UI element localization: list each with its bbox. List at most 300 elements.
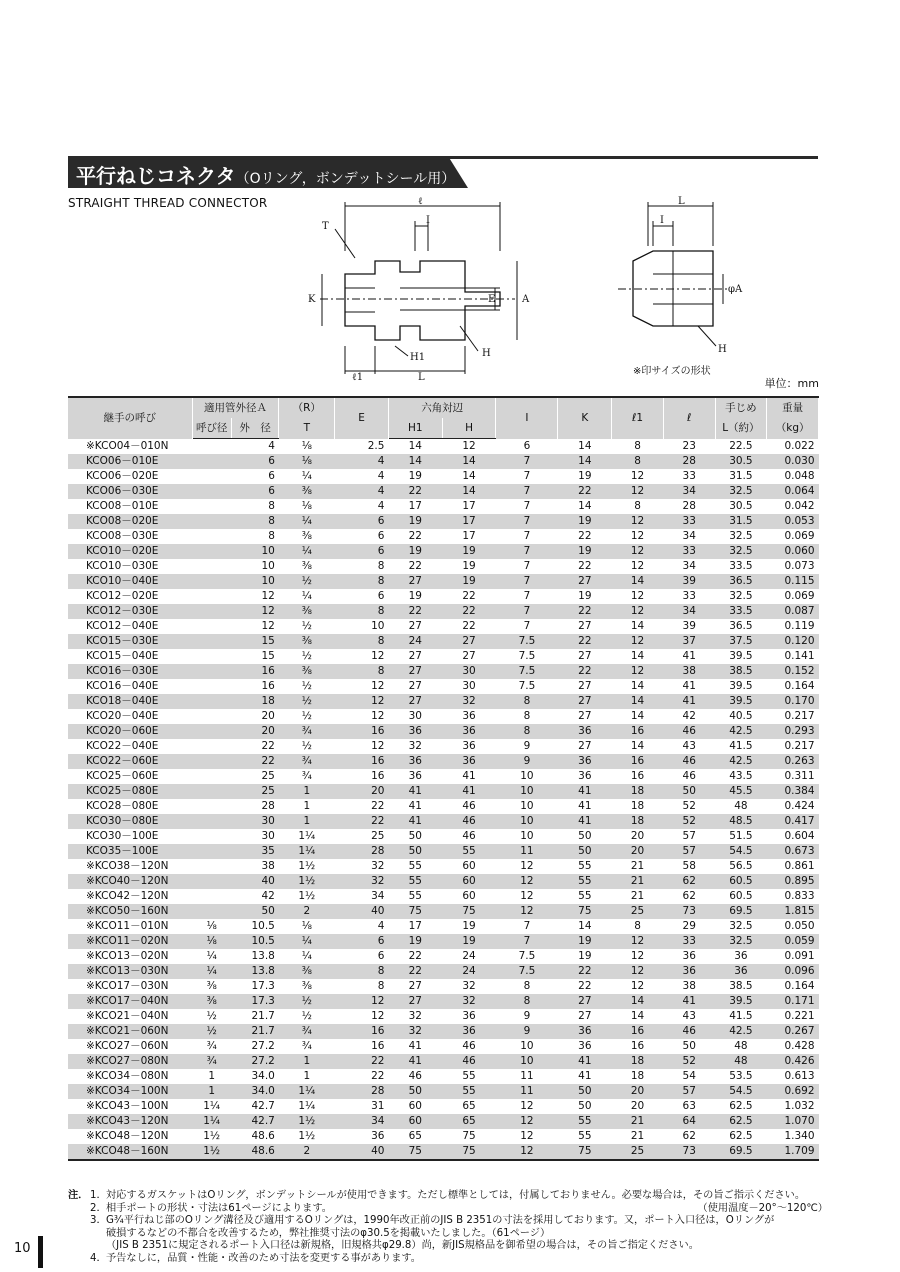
table-cell: 14 <box>578 500 592 512</box>
table-cell: 1 <box>303 800 311 812</box>
table-cell: 38.5 <box>729 980 753 992</box>
table-cell: 0.692 <box>767 1084 819 1099</box>
table-cell: 69.5 <box>715 1144 767 1160</box>
table-cell: ⅜ <box>279 604 335 619</box>
table-cell: 55 <box>558 874 612 889</box>
table-cell: 12 <box>496 1144 558 1160</box>
table-row <box>68 1099 819 1114</box>
table-row <box>68 814 819 829</box>
table-cell: 32.5 <box>715 934 767 949</box>
table-cell: 65 <box>408 1130 422 1142</box>
table-cell: 16 <box>335 754 389 769</box>
table-cell: ⅜ <box>279 634 335 649</box>
table-cell: 19 <box>578 590 592 602</box>
table-cell: 27 <box>388 694 442 709</box>
table-cell: 22 <box>261 740 275 752</box>
table-cell: 55 <box>578 860 592 872</box>
table-cell: 27 <box>558 994 612 1009</box>
table-cell: 32.5 <box>729 920 753 932</box>
table-cell: ¾ <box>301 1040 312 1052</box>
table-cell: 58 <box>682 860 696 872</box>
table-cell: 0.426 <box>767 1054 819 1069</box>
table-cell: 16 <box>612 1024 664 1039</box>
table-cell: 31 <box>371 1100 385 1112</box>
table-cell: 57 <box>663 844 715 859</box>
table-cell: 0.042 <box>784 500 815 512</box>
table-cell: 30 <box>231 814 279 829</box>
table-row <box>68 499 819 514</box>
table-cell: 7 <box>523 590 531 602</box>
table-cell: ¼ <box>279 934 335 949</box>
table-cell: 7 <box>523 530 531 542</box>
table-cell: 21 <box>612 1114 664 1129</box>
table-cell <box>192 859 231 874</box>
table-cell: 46 <box>682 770 696 782</box>
table-cell: ½ <box>301 680 312 692</box>
table-cell: 22 <box>558 664 612 679</box>
header-RT <box>279 397 335 439</box>
table-cell: 22 <box>462 620 476 632</box>
table-cell: 7.5 <box>518 650 536 662</box>
table-cell: 22 <box>558 484 612 499</box>
table-cell: 14 <box>578 439 592 452</box>
table-cell: 33 <box>682 470 696 482</box>
table-cell: 0.170 <box>767 694 819 709</box>
table-cell: 36 <box>462 740 476 752</box>
table-cell: KCO10－030E <box>86 560 159 572</box>
table-row <box>68 679 819 694</box>
table-cell: KCO30－080E <box>68 814 192 829</box>
table-row <box>68 544 819 559</box>
note-text: 対応するガスケットはOリング，ボンデットシールが使用できます。ただし標準としては，付属しておりません。必要な場合は，その旨ご指示ください。 <box>106 1190 806 1201</box>
table-cell: 50 <box>682 1040 696 1052</box>
table-cell: 22 <box>388 484 442 499</box>
table-cell: ※KCO11－010N <box>86 920 169 932</box>
table-cell: 36 <box>408 770 422 782</box>
table-cell: 33 <box>663 514 715 529</box>
note-item <box>68 1240 828 1253</box>
table-row <box>68 994 819 1009</box>
table-cell: KCO16－030E <box>68 664 192 679</box>
note-text: G¾平行ねじ部のOリング溝径及び適用するOリングは，1990年改正前のJIS B 2351の寸法を採用しております。又，ポート入口径は，Oリングが <box>106 1215 775 1227</box>
table-cell <box>192 769 231 784</box>
table-cell: 36 <box>578 770 592 782</box>
table-cell: ½ <box>279 574 335 589</box>
table-cell: 32 <box>408 740 422 752</box>
table-cell: 46 <box>462 800 476 812</box>
table-cell: 12 <box>612 934 664 949</box>
table-cell: 41 <box>558 784 612 799</box>
table-cell: 16 <box>630 1040 645 1052</box>
table-cell: KCO22－060E <box>68 754 192 769</box>
table-cell: ⅛ <box>279 454 335 469</box>
table-cell: 22 <box>408 950 422 962</box>
table-cell: ⅜ <box>206 980 217 992</box>
table-cell: 69.5 <box>715 904 767 919</box>
table-cell: 75 <box>558 1144 612 1160</box>
table-cell: 27 <box>578 620 592 632</box>
table-cell: 0.152 <box>767 664 819 679</box>
table-row <box>68 454 819 469</box>
label-l: ℓ <box>418 196 423 207</box>
table-cell: 12 <box>612 664 664 679</box>
table-cell: 27 <box>408 980 422 992</box>
table-cell: 1¼ <box>279 844 335 859</box>
table-cell: 33.5 <box>729 560 753 572</box>
label-I: I <box>426 215 430 226</box>
table-cell: 8 <box>231 514 279 529</box>
table-row <box>68 1129 819 1144</box>
unit-label: 単位：mm <box>764 377 819 390</box>
table-cell: 18 <box>612 1054 664 1069</box>
table-cell <box>192 679 231 694</box>
table-cell: 19 <box>558 934 612 949</box>
table-cell: 8 <box>335 574 389 589</box>
table-cell: KCO16－040E <box>86 680 159 692</box>
table-cell: 41 <box>663 994 715 1009</box>
table-cell: 32 <box>442 694 496 709</box>
table-cell: 40.5 <box>729 710 753 722</box>
table-cell: ¾ <box>192 1054 231 1069</box>
table-cell: 14 <box>558 454 612 469</box>
table-cell <box>192 514 231 529</box>
table-row <box>68 889 819 904</box>
table-cell: 0.091 <box>784 950 815 962</box>
table-cell: 55 <box>578 1130 592 1142</box>
table-cell: 41 <box>682 680 696 692</box>
table-cell: 0.115 <box>767 574 819 589</box>
table-cell: 8 <box>377 980 385 992</box>
table-cell: 14 <box>612 994 664 1009</box>
table-cell <box>192 559 231 574</box>
table-cell: 12 <box>612 484 664 499</box>
table-cell: KCO22－040E <box>86 740 159 752</box>
table-cell: 0.293 <box>767 724 819 739</box>
table-cell: 6 <box>268 470 275 482</box>
table-cell: 60 <box>408 1100 422 1112</box>
table-cell: 8 <box>377 560 385 572</box>
table-cell: 75 <box>462 1130 476 1142</box>
table-cell: 22 <box>578 980 592 992</box>
table-cell: 53.5 <box>729 1070 753 1082</box>
note-item <box>68 1228 828 1241</box>
table-cell: 22 <box>558 964 612 979</box>
table-cell: 46 <box>442 814 496 829</box>
table-cell: ¼ <box>301 470 312 482</box>
table-cell: 45.5 <box>715 784 767 799</box>
table-cell: 33 <box>663 544 715 559</box>
table-cell: 0.050 <box>784 920 815 932</box>
table-cell: 36 <box>558 724 612 739</box>
table-cell: 7.5 <box>518 950 536 962</box>
table-cell: 57 <box>663 1084 715 1099</box>
english-title: STRAIGHT THREAD CONNECTOR <box>68 196 268 210</box>
table-cell: 16 <box>371 1040 385 1052</box>
table-cell: 8 <box>268 530 275 542</box>
table-cell: 32 <box>408 1010 422 1022</box>
table-cell: 62 <box>663 874 715 889</box>
table-cell: 55 <box>578 890 592 902</box>
table-cell: 36 <box>462 1010 476 1022</box>
table-cell: 23 <box>682 439 696 452</box>
table-cell: 25 <box>231 784 279 799</box>
table-cell: KCO08－010E <box>86 500 159 512</box>
table-cell: 12 <box>496 874 558 889</box>
table-cell: 8 <box>523 710 531 722</box>
table-row <box>68 529 819 544</box>
table-cell: 41 <box>388 784 442 799</box>
table-cell: 41.5 <box>729 740 753 752</box>
table-cell: 0.895 <box>767 874 819 889</box>
table-cell: 55 <box>408 890 422 902</box>
table-cell: 8 <box>496 724 558 739</box>
table-cell: 28 <box>663 454 715 469</box>
table-row <box>68 799 819 814</box>
table-cell <box>192 589 231 604</box>
table-cell: 37.5 <box>715 634 767 649</box>
table-row <box>68 754 819 769</box>
page-title <box>76 160 455 189</box>
table-cell: 22 <box>408 560 422 572</box>
table-cell: 16 <box>612 724 664 739</box>
table-cell: 14 <box>612 694 664 709</box>
table-cell: 60 <box>442 874 496 889</box>
table-cell: 75 <box>388 904 442 919</box>
table-row <box>68 724 819 739</box>
table-cell: 41 <box>663 694 715 709</box>
table-cell: KCO12－030E <box>68 604 192 619</box>
table-cell: 1 <box>279 1054 335 1069</box>
table-row <box>68 514 819 529</box>
table-cell: 1½ <box>203 1130 221 1142</box>
table-cell: 7 <box>523 560 531 572</box>
table-cell: 25 <box>371 830 385 842</box>
table-cell: 7.5 <box>518 680 536 692</box>
table-cell: 6 <box>335 934 389 949</box>
table-cell: 22 <box>335 814 389 829</box>
table-cell: 62.5 <box>715 1114 767 1129</box>
table-cell: 28 <box>335 844 389 859</box>
table-cell: 37 <box>663 634 715 649</box>
table-cell: 0.048 <box>784 470 815 482</box>
table-cell: 39 <box>682 620 696 632</box>
table-cell: 0.221 <box>784 1010 815 1022</box>
table-cell <box>192 529 231 544</box>
table-cell: 46 <box>462 1040 476 1052</box>
table-cell: ¾ <box>206 1040 217 1052</box>
table-cell: KCO20－060E <box>68 724 192 739</box>
table-cell: 27 <box>388 994 442 1009</box>
table-row <box>68 1069 819 1084</box>
table-cell: 14 <box>408 440 422 452</box>
table-cell: 41 <box>578 1070 592 1082</box>
table-cell: 36 <box>663 964 715 979</box>
title-main: 平行ねじコネクタ <box>76 164 236 188</box>
table-cell: 25 <box>612 904 664 919</box>
table-cell: 34.0 <box>231 1084 279 1099</box>
table-cell: 27 <box>558 694 612 709</box>
header-tighten <box>715 397 767 439</box>
table-cell: 22 <box>408 530 422 542</box>
table-cell: 1½ <box>192 1144 231 1160</box>
table-cell: ※KCO48－160N <box>68 1144 192 1160</box>
table-cell <box>192 889 231 904</box>
table-cell: 48 <box>734 1040 748 1052</box>
table-cell: 0.053 <box>767 514 819 529</box>
table-row <box>68 1024 819 1039</box>
table-cell: 62.5 <box>729 1100 753 1112</box>
header-tube: 適用管外径Ａ <box>192 397 279 418</box>
table-cell: 34 <box>682 560 696 572</box>
table-cell: 15 <box>261 650 275 662</box>
table-cell: 14 <box>612 574 664 589</box>
table-cell: 36 <box>682 950 696 962</box>
header-tighten-2: L（約） <box>722 422 760 435</box>
table-cell: 17 <box>462 530 476 542</box>
table-cell: 1¼ <box>203 1100 221 1112</box>
table-cell: 27 <box>558 574 612 589</box>
note-number: 4． <box>90 1252 107 1264</box>
table-cell: ¼ <box>279 544 335 559</box>
table-cell: 12 <box>612 964 664 979</box>
table-cell: 46 <box>663 754 715 769</box>
table-cell: 9 <box>496 754 558 769</box>
table-cell: 32.5 <box>715 484 767 499</box>
label-I-small: I <box>660 215 664 226</box>
table-cell: 20 <box>630 1100 645 1112</box>
table-cell: 20 <box>630 830 645 842</box>
table-cell: 33 <box>663 934 715 949</box>
table-row <box>68 844 819 859</box>
table-cell: 28 <box>335 1084 389 1099</box>
table-cell: ⅜ <box>279 484 335 499</box>
table-cell: 33 <box>682 590 696 602</box>
table-row <box>68 634 819 649</box>
table-cell: 40 <box>335 904 389 919</box>
table-cell: 19 <box>558 544 612 559</box>
table-cell: 27 <box>462 650 476 662</box>
table-cell: 8 <box>496 694 558 709</box>
table-cell: 48 <box>734 800 748 812</box>
table-cell: 27 <box>408 650 422 662</box>
table-cell: 27 <box>408 680 422 692</box>
table-cell: 38 <box>682 980 696 992</box>
table-cell: 17 <box>442 514 496 529</box>
table-row <box>68 664 819 679</box>
table-row <box>68 874 819 889</box>
table-cell: 22 <box>442 604 496 619</box>
table-cell: 34 <box>663 604 715 619</box>
table-cell: 12 <box>520 1100 534 1112</box>
table-row <box>68 1039 819 1054</box>
table-cell: KCO20－040E <box>86 710 159 722</box>
table-cell: ¼ <box>301 950 312 962</box>
table-cell: 27.2 <box>231 1054 279 1069</box>
table-cell: 46 <box>663 1024 715 1039</box>
spec-table-body <box>68 439 819 1161</box>
table-cell <box>192 709 231 724</box>
table-cell: 0.673 <box>767 844 819 859</box>
table-cell <box>192 649 231 664</box>
table-cell: 32.5 <box>715 544 767 559</box>
table-cell: 6 <box>231 484 279 499</box>
note-text: 予告なしに，品質・性能・改善のため寸法を変更する事があります。 <box>106 1252 421 1264</box>
table-row <box>68 709 819 724</box>
table-cell: 25 <box>261 770 275 782</box>
table-cell <box>192 454 231 469</box>
table-cell: ¾ <box>279 1024 335 1039</box>
table-cell: 0.119 <box>784 620 815 632</box>
table-cell: ※KCO17－030N <box>86 980 169 992</box>
table-cell: ※KCO34－080N <box>86 1070 169 1082</box>
table-cell: 27 <box>388 574 442 589</box>
table-cell: ¼ <box>301 590 312 602</box>
note-item <box>68 1190 828 1203</box>
table-cell: 21 <box>612 874 664 889</box>
table-cell: ¾ <box>279 724 335 739</box>
table-cell: 11 <box>496 1084 558 1099</box>
table-row <box>68 1144 819 1160</box>
table-cell: 8 <box>634 500 641 512</box>
table-cell: ½ <box>301 1010 312 1022</box>
table-cell <box>192 829 231 844</box>
table-cell: 16 <box>231 664 279 679</box>
table-cell: 17 <box>408 920 422 932</box>
table-cell: 2.5 <box>367 439 385 452</box>
table-cell: 48.6 <box>231 1144 279 1160</box>
table-cell: 41 <box>462 770 476 782</box>
table-cell: 19 <box>558 514 612 529</box>
table-cell: 39.5 <box>729 680 753 692</box>
header-H1: H1 <box>388 418 442 439</box>
table-cell: 12 <box>496 904 558 919</box>
table-row <box>68 919 819 934</box>
table-cell: 10 <box>231 574 279 589</box>
title-band <box>68 156 818 188</box>
table-cell <box>192 814 231 829</box>
table-cell: 6 <box>335 544 389 559</box>
table-cell: 62 <box>682 1130 696 1142</box>
table-row <box>68 964 819 979</box>
table-cell: 20 <box>261 710 275 722</box>
table-cell: 20 <box>231 724 279 739</box>
table-cell: 48 <box>715 1054 767 1069</box>
table-cell: 0.141 <box>784 650 815 662</box>
table-cell: 10 <box>496 1054 558 1069</box>
table-cell: 30.5 <box>715 454 767 469</box>
table-row <box>68 559 819 574</box>
table-cell: ※KCO13－030N <box>68 964 192 979</box>
table-cell: 10 <box>520 770 534 782</box>
table-cell: 65 <box>462 1100 476 1112</box>
table-cell: 12 <box>335 694 389 709</box>
table-cell: 41 <box>682 650 696 662</box>
table-cell: ※KCO50－160N <box>68 904 192 919</box>
table-row <box>68 574 819 589</box>
label-H-small: H <box>718 344 727 355</box>
table-cell: 10 <box>520 800 534 812</box>
table-cell: 36 <box>442 754 496 769</box>
table-cell: 22 <box>558 604 612 619</box>
table-row <box>68 694 819 709</box>
table-cell: 50 <box>408 830 422 842</box>
table-row <box>68 829 819 844</box>
table-cell: 75 <box>442 904 496 919</box>
table-cell: 20 <box>335 784 389 799</box>
table-cell: 50 <box>388 844 442 859</box>
table-cell: 16 <box>371 770 385 782</box>
header-I: I <box>496 397 558 439</box>
